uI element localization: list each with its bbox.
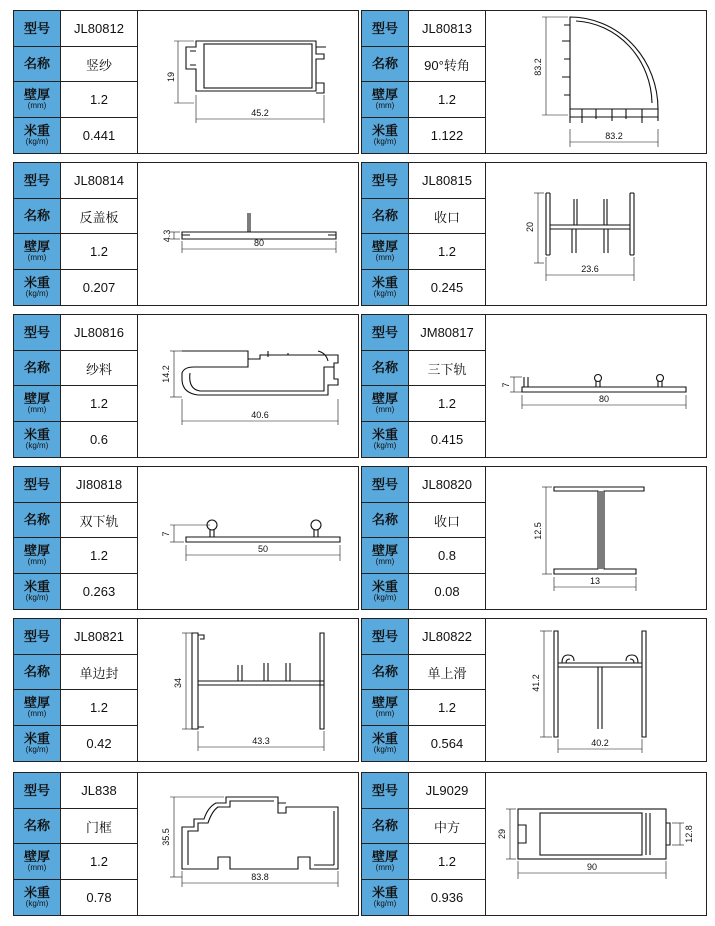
dimension-height: 20 [525,221,535,233]
name-label: 名称 [14,47,61,82]
thickness-value: 1.2 [61,82,138,118]
thickness-label: 壁厚 (mm) [362,234,409,270]
product-card [13,314,359,458]
dimension-width: 40.2 [591,738,609,748]
thickness-value: 1.2 [409,386,486,422]
profile-drawing [138,619,358,761]
weight-label: 米重 (kg/m) [14,726,61,761]
model-value: JL80822 [409,619,486,655]
thickness-label: 壁厚 (mm) [362,82,409,118]
thickness-label: 壁厚 (mm) [14,82,61,118]
dimension-height: 35.5 [161,828,171,846]
dimension-width: 45.2 [251,108,269,118]
model-value: JL80815 [409,163,486,199]
model-value: JM80817 [409,315,486,351]
weight-label: 米重 (kg/m) [14,880,61,915]
product-card [361,314,707,458]
weight-label: 米重 (kg/m) [362,880,409,915]
name-label: 名称 [362,47,409,82]
model-label: 型号 [14,315,61,351]
name-label: 名称 [14,503,61,538]
weight-label: 米重 (kg/m) [14,270,61,305]
dimension-height: 7 [161,531,171,537]
weight-value: 0.08 [409,574,486,609]
name-label: 名称 [14,351,61,386]
thickness-label: 壁厚 (mm) [14,538,61,574]
name-label: 名称 [362,655,409,690]
product-card [13,772,359,916]
product-card [361,772,707,916]
dimension-height: 34 [173,677,183,689]
weight-value: 0.78 [61,880,138,915]
model-label: 型号 [362,619,409,655]
model-value: JL80812 [61,11,138,47]
model-value: JL838 [61,773,138,809]
dimension-height: 19 [166,71,176,83]
name-value: 中方 [409,809,486,844]
product-card [13,466,359,610]
profile-drawing [486,163,706,305]
name-label: 名称 [362,199,409,234]
name-label: 名称 [362,809,409,844]
model-value: JL9029 [409,773,486,809]
model-value: JL80813 [409,11,486,47]
product-card [361,618,707,762]
dimension-height: 14.2 [161,365,171,383]
dimension-height: 12.5 [533,522,543,540]
thickness-value: 1.2 [409,690,486,726]
profile-drawing [486,773,706,915]
weight-value: 0.263 [61,574,138,609]
dimension-width: 50 [257,544,269,554]
dimension-width: 90 [586,862,598,872]
thickness-value: 0.8 [409,538,486,574]
thickness-value: 1.2 [61,386,138,422]
model-value: JI80818 [61,467,138,503]
profile-drawing [486,467,706,609]
name-value: 90°转角 [409,47,486,82]
dimension-slot: 12.8 [684,825,694,843]
name-value: 三下轨 [409,351,486,386]
name-value: 收口 [409,503,486,538]
product-card [361,466,707,610]
model-value: JL80814 [61,163,138,199]
weight-label: 米重 (kg/m) [362,118,409,153]
thickness-label: 壁厚 (mm) [14,690,61,726]
weight-value: 1.122 [409,118,486,153]
weight-label: 米重 (kg/m) [14,118,61,153]
dimension-width: 40.6 [251,410,269,420]
dimension-height: 83.2 [533,58,543,76]
thickness-label: 壁厚 (mm) [362,538,409,574]
weight-value: 0.415 [409,422,486,457]
model-label: 型号 [362,773,409,809]
dimension-width: 83.2 [605,131,623,141]
product-card [13,618,359,762]
product-card [361,10,707,154]
thickness-value: 1.2 [61,234,138,270]
name-label: 名称 [362,351,409,386]
product-card [13,162,359,306]
model-label: 型号 [362,315,409,351]
weight-value: 0.6 [61,422,138,457]
profile-drawing [138,163,358,305]
weight-value: 0.245 [409,270,486,305]
thickness-label: 壁厚 (mm) [362,844,409,880]
thickness-value: 1.2 [61,538,138,574]
thickness-label: 壁厚 (mm) [362,690,409,726]
thickness-value: 1.2 [61,844,138,880]
thickness-value: 1.2 [409,844,486,880]
dimension-width: 43.3 [252,736,270,746]
name-value: 收口 [409,199,486,234]
profile-drawing [138,467,358,609]
profile-drawing [486,11,706,153]
weight-value: 0.207 [61,270,138,305]
name-label: 名称 [14,199,61,234]
weight-label: 米重 (kg/m) [362,574,409,609]
model-label: 型号 [14,11,61,47]
name-value: 纱料 [61,351,138,386]
model-label: 型号 [362,467,409,503]
dimension-height: 7 [501,382,511,388]
name-value: 竖纱 [61,47,138,82]
model-value: JL80816 [61,315,138,351]
name-value: 反盖板 [61,199,138,234]
product-card [13,10,359,154]
thickness-label: 壁厚 (mm) [14,386,61,422]
weight-label: 米重 (kg/m) [362,422,409,457]
model-label: 型号 [362,163,409,199]
product-card [361,162,707,306]
thickness-label: 壁厚 (mm) [14,234,61,270]
thickness-value: 1.2 [409,82,486,118]
name-label: 名称 [14,809,61,844]
weight-label: 米重 (kg/m) [362,270,409,305]
weight-value: 0.42 [61,726,138,761]
dimension-height: 4.3 [162,229,172,243]
dimension-width: 13 [589,576,601,586]
dimension-width: 83.8 [251,872,269,882]
profile-drawing [138,315,358,457]
weight-label: 米重 (kg/m) [362,726,409,761]
thickness-label: 壁厚 (mm) [14,844,61,880]
dimension-width: 80 [253,238,265,248]
dimension-width: 23.6 [581,264,599,274]
profile-drawing [138,11,358,153]
name-label: 名称 [362,503,409,538]
name-value: 单上滑 [409,655,486,690]
name-value: 门框 [61,809,138,844]
dimension-width: 80 [598,394,610,404]
weight-label: 米重 (kg/m) [14,422,61,457]
model-value: JL80820 [409,467,486,503]
model-label: 型号 [14,163,61,199]
model-label: 型号 [14,467,61,503]
thickness-value: 1.2 [409,234,486,270]
model-label: 型号 [14,619,61,655]
weight-label: 米重 (kg/m) [14,574,61,609]
name-value: 双下轨 [61,503,138,538]
weight-value: 0.564 [409,726,486,761]
dimension-height: 41.2 [531,674,541,692]
model-value: JL80821 [61,619,138,655]
model-label: 型号 [14,773,61,809]
name-value: 单边封 [61,655,138,690]
thickness-label: 壁厚 (mm) [362,386,409,422]
profile-drawing [486,315,706,457]
profile-drawing [486,619,706,761]
weight-value: 0.936 [409,880,486,915]
thickness-value: 1.2 [61,690,138,726]
dimension-height: 29 [497,828,507,840]
weight-value: 0.441 [61,118,138,153]
model-label: 型号 [362,11,409,47]
name-label: 名称 [14,655,61,690]
profile-drawing [138,773,358,915]
